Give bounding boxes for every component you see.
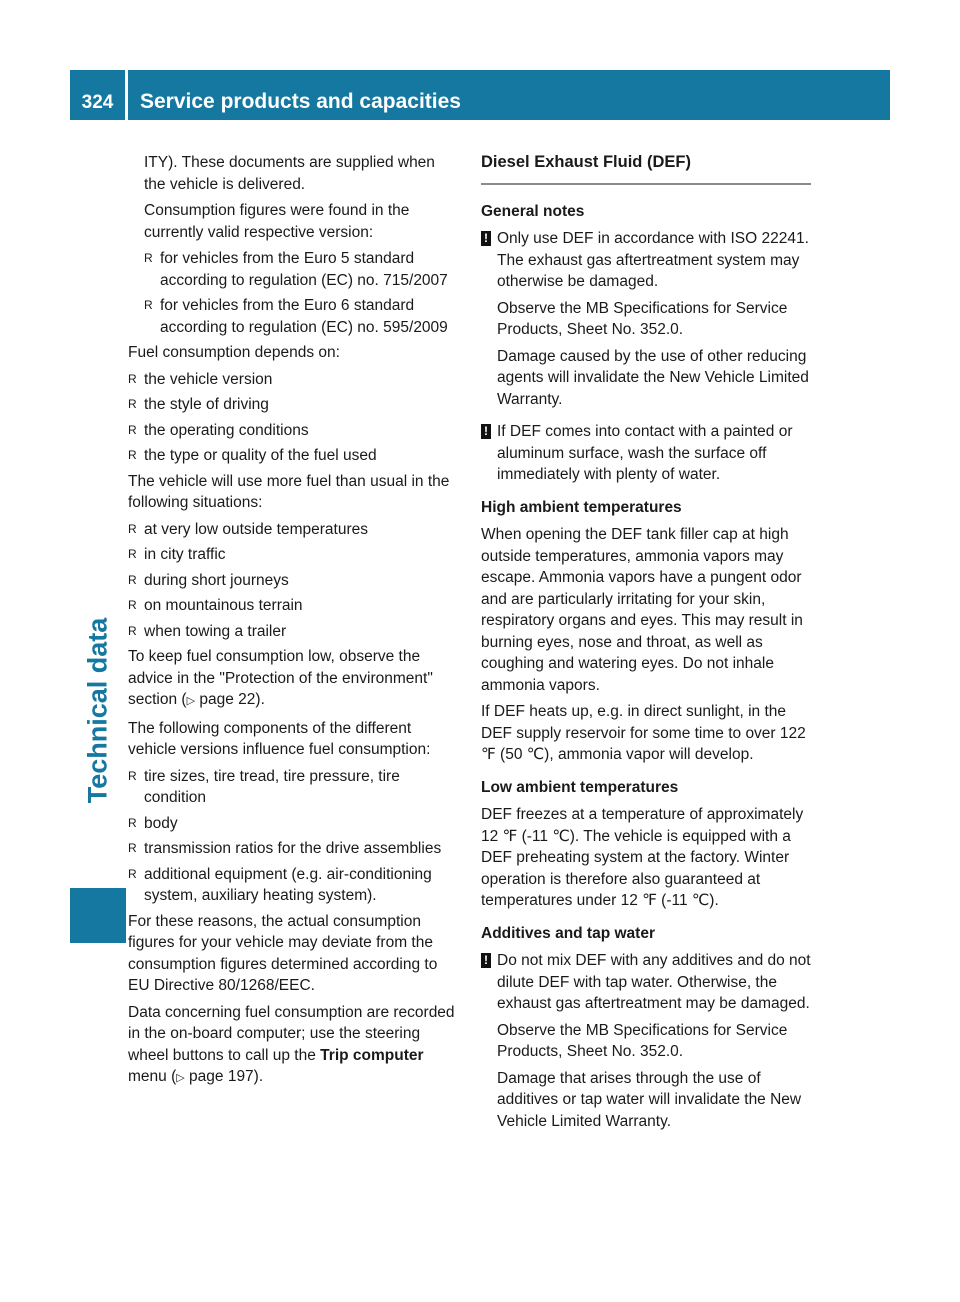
section-heading: Diesel Exhaust Fluid (DEF)	[481, 152, 811, 185]
bullet-icon: R	[128, 371, 137, 386]
paragraph: If DEF heats up, e.g. in direct sunlight, in the DEF supply reservoir for some time to over 122 ℉ (50 ℃), ammonia vapor will develop.	[481, 703, 806, 763]
bullet-icon: R	[128, 623, 137, 638]
paragraph: For these reasons, the actual consumption figures for your vehicle may deviate from the consumption figures determined according to EU Directive 80/1268/EEC.	[128, 912, 438, 994]
side-tab-block	[70, 888, 126, 943]
paragraph: Observe the MB Specifications for Service Products, Sheet No. 352.0.	[497, 299, 788, 338]
paragraph: Consumption figures were found in the currently valid respective version:	[144, 202, 410, 241]
left-column	[128, 152, 460, 1095]
bullet-icon: R	[128, 866, 137, 881]
bullet-icon: R	[128, 547, 137, 561]
subheading: General notes	[481, 202, 585, 220]
page-ref-icon: ▷	[176, 1072, 185, 1084]
bullet-icon: R	[128, 448, 137, 462]
section-title: Service products and capacities	[140, 90, 461, 113]
bullet-icon: R	[128, 815, 137, 830]
paragraph: The following components of the different vehicle versions influence fuel consumption:	[128, 719, 431, 758]
bullet-icon: R	[128, 422, 137, 437]
bullet-icon: R	[128, 598, 137, 612]
page-ref-icon: ▷	[186, 695, 196, 707]
bullet-icon: R	[128, 841, 137, 855]
paragraph: Data concerning fuel consumption are recorded in the on-board computer; use the steering wheel buttons to call up the Trip computer menu (▷ page 197).	[128, 1003, 455, 1085]
list-item: R during short journeys	[128, 570, 460, 592]
paragraph: When opening the DEF tank filler cap at high outside temperatures, ammonia vapors may escape. Ammonia vapors have a pungent odor and are particularly irritating for your skin, respiratory organs and eyes. This may result in burning eyes, nose and throat, as well as coughing and watering eyes. Do not inhale ammonia vapors.	[481, 526, 803, 694]
paragraph: Damage that arises through the use of additives or tap water will invalidate the New Vehicle Limited Warranty.	[497, 1069, 802, 1130]
bullet-icon: R	[128, 521, 137, 536]
paragraph: DEF freezes at a temperature of approximately 12 ℉ (‑11 ℃). The vehicle is equipped with a DEF preheating system at the factory. Winter operation is therefore also guaranteed at temperatures under 12 ℉ (‑11 ℃).	[481, 806, 804, 909]
components-list	[128, 766, 460, 907]
right-column	[481, 152, 811, 1137]
warning-icon: !	[481, 424, 491, 439]
list-item: R in city traffic	[128, 544, 460, 566]
subheading: High ambient temperatures	[481, 498, 682, 516]
header-divider	[125, 70, 128, 122]
list-item: R the operating conditions	[128, 420, 460, 442]
list-item: R body	[128, 813, 460, 835]
list-item: R at very low outside temperatures	[128, 519, 460, 541]
list-item: R on mountainous terrain	[128, 595, 460, 617]
list-item: R transmission ratios for the drive assemblies	[128, 838, 460, 860]
bullet-icon: R	[128, 768, 137, 783]
warning-icon: !	[481, 953, 491, 968]
list-item: R tire sizes, tire tread, tire pressure, tire condition	[128, 767, 400, 806]
page-ref-link[interactable]: page 22).	[199, 691, 265, 708]
situations-list	[128, 519, 460, 643]
list-item: R additional equipment (e.g. air-conditioning system, auxiliary heating system).	[128, 865, 432, 904]
paragraph: Fuel consumption depends on:	[128, 344, 340, 361]
warning-note: ! Only use DEF in accordance with ISO 22241. The exhaust gas aftertreatment system may otherwise be damaged.	[481, 228, 811, 293]
list-item: R for vehicles from the Euro 5 standard according to regulation (EC) no. 715/2007	[144, 250, 448, 289]
bullet-icon: R	[144, 251, 153, 265]
bullet-icon: R	[144, 298, 153, 312]
page-number: 324	[81, 92, 114, 113]
paragraph: Observe the MB Specifications for Service Products, Sheet No. 352.0.	[497, 1021, 788, 1060]
subheading: Additives and tap water	[481, 924, 655, 942]
list-item: R the vehicle version	[128, 369, 460, 391]
versions-list	[128, 248, 460, 338]
bullet-icon: R	[128, 572, 137, 587]
list-item: R when towing a trailer	[128, 621, 460, 643]
paragraph: ITY). These documents are supplied when the vehicle is delivered.	[144, 154, 435, 193]
warning-icon: !	[481, 231, 491, 246]
paragraph: The vehicle will use more fuel than usual in the following situations:	[128, 472, 450, 511]
list-item: R the type or quality of the fuel used	[128, 445, 460, 467]
side-tab	[70, 540, 126, 880]
trip-computer-label: Trip computer	[320, 1046, 424, 1064]
list-item: R the style of driving	[128, 394, 460, 416]
warning-note: ! If DEF comes into contact with a painted or aluminum surface, wash the surface off immediately with plenty of water.	[481, 421, 811, 486]
paragraph: To keep fuel consumption low, observe the advice in the "Protection of the environment" section (▷ page 22).	[128, 648, 433, 708]
list-item: R for vehicles from the Euro 6 standard according to regulation (EC) no. 595/2009	[144, 297, 448, 336]
subheading: Low ambient temperatures	[481, 778, 679, 796]
bullet-icon: R	[128, 397, 137, 411]
depends-list	[128, 369, 460, 467]
side-tab-label: Technical data	[82, 617, 113, 803]
page-ref-link[interactable]: page 197).	[189, 1068, 264, 1085]
warning-note: ! Do not mix DEF with any additives and do not dilute DEF with tap water. Otherwise, the exhaust gas aftertreatment may be damaged.	[481, 950, 811, 1015]
paragraph: Damage caused by the use of other reducing agents will invalidate the New Vehicle Limited Warranty.	[497, 347, 809, 408]
